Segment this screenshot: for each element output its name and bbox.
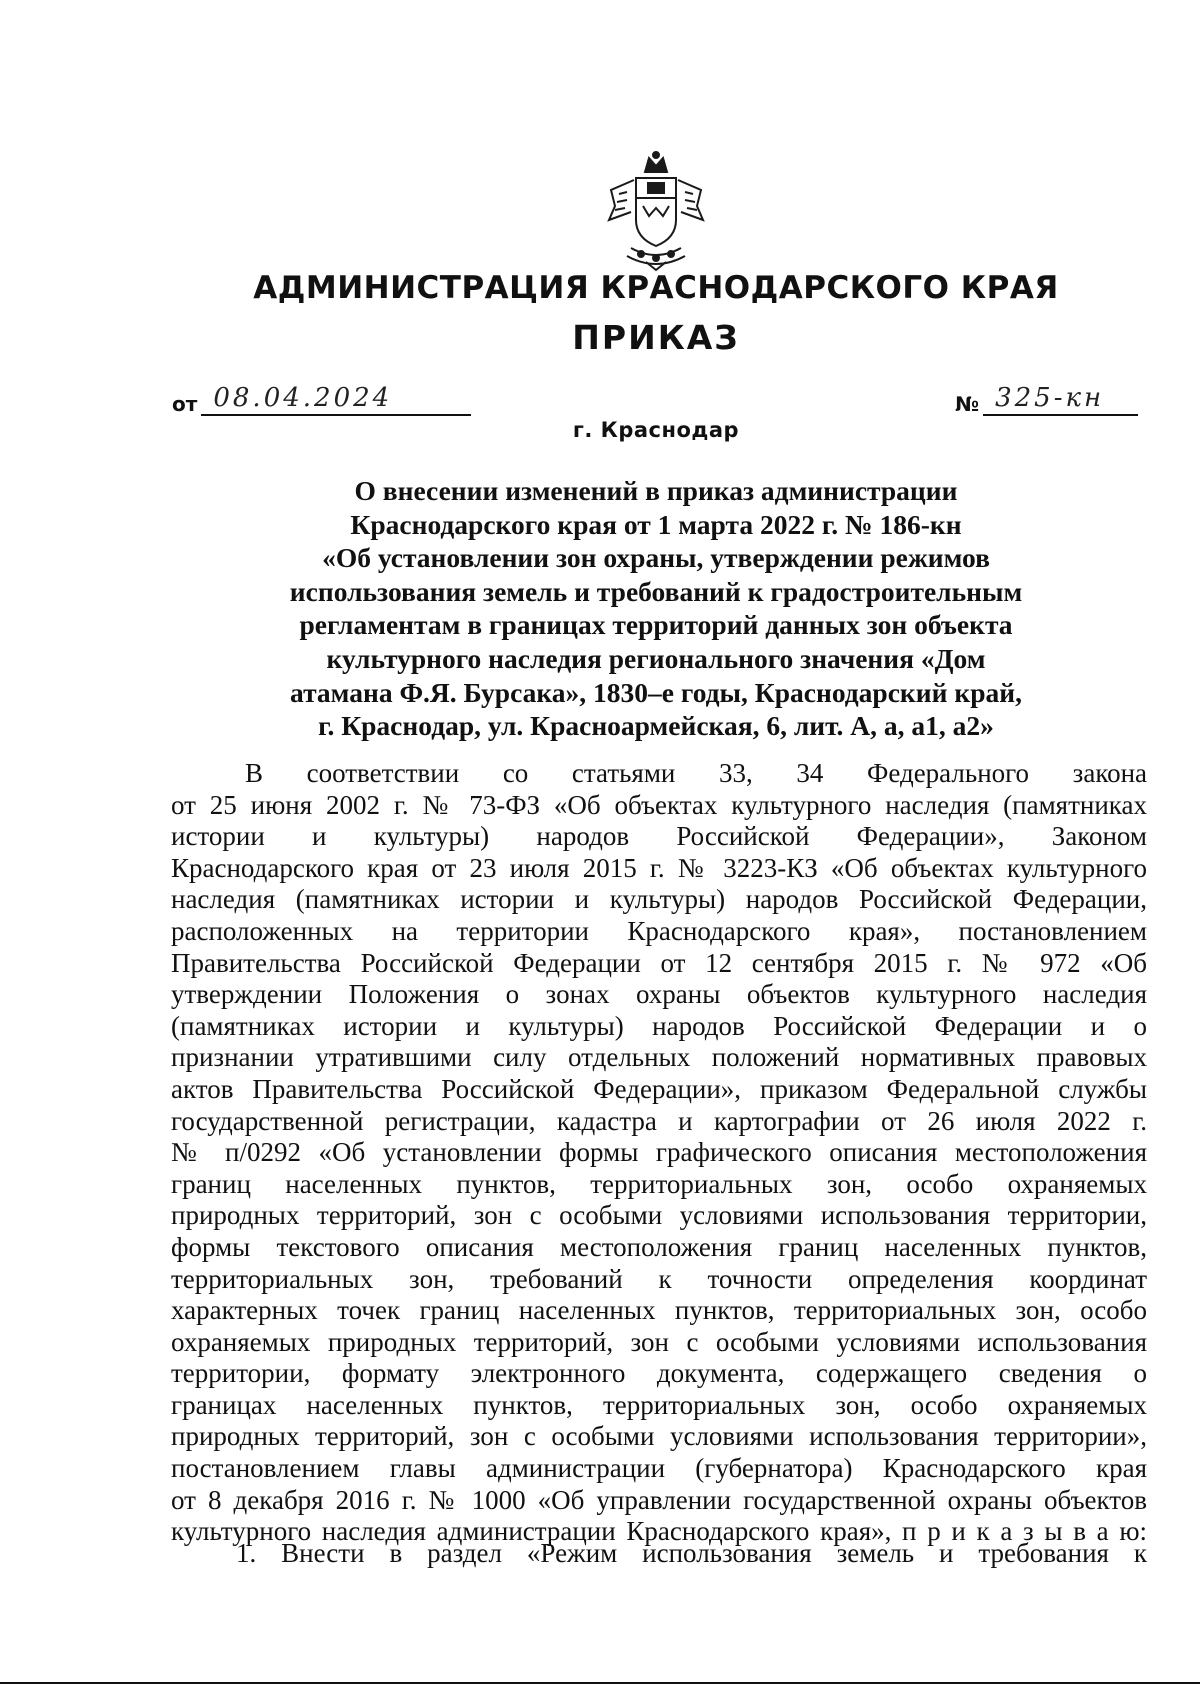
subject-line: культурного наследия регионального значения «Дом bbox=[326, 642, 986, 674]
subject-line: использования земель и требований к градостроительным bbox=[289, 575, 1023, 607]
body-line: границ населенных пунктов, территориальных зон, особо охраняемых bbox=[171, 1168, 1147, 1199]
body-line: истории и культуры) народов Российской Федерации», Законом bbox=[171, 821, 1147, 852]
body-line: от 25 июня 2002 г. № 73-ФЗ «Об объектах культурного наследия (памятниках bbox=[171, 789, 1147, 820]
body-line: характерных точек границ населенных пунктов, территориальных зон, особо bbox=[171, 1295, 1147, 1326]
subject-line: г. Краснодар, ул. Красноармейская, 6, лит. А, а, а1, а2» bbox=[318, 710, 994, 742]
bottom-divider bbox=[0, 1682, 1200, 1684]
body-line: территории, формату электронного документа, содержащего сведения о bbox=[171, 1358, 1147, 1389]
body-line: актов Правительства Российской Федерации», приказом Федеральной службы bbox=[171, 1073, 1147, 1104]
number-underline bbox=[983, 383, 1138, 416]
date-underline bbox=[201, 383, 471, 416]
coat-of-arms-icon bbox=[601, 150, 711, 275]
body-line: государственной регистрации, кадастра и картографии от 26 июля 2022 г. bbox=[171, 1105, 1147, 1136]
number-field bbox=[955, 383, 1138, 416]
body-line: (памятниках истории и культуры) народов Российской Федерации и о bbox=[171, 1010, 1147, 1041]
body-line: формы текстового описания местоположения границ населенных пунктов, bbox=[171, 1231, 1147, 1262]
subject-line: «Об установлении зон охраны, утверждении режимов bbox=[322, 542, 990, 574]
body-line: признании утратившими силу отдельных положений нормативных правовых bbox=[171, 1042, 1147, 1073]
body-line: расположенных на территории Краснодарского края», постановлением bbox=[171, 915, 1147, 946]
body-line: В соответствии со статьями 33, 34 Федерального закона bbox=[245, 758, 1147, 788]
body-line: территориальных зон, требований к точности определения координат bbox=[171, 1263, 1147, 1294]
body-line: № п/0292 «Об установлении формы графического описания местоположения bbox=[171, 1137, 1147, 1168]
order-item-1: 1. Внести в раздел «Режим использования земель и требования к bbox=[236, 1538, 1147, 1568]
handwritten-number: 325-кн bbox=[995, 383, 1105, 413]
subject-line: О внесении изменений в приказ администрации bbox=[354, 475, 958, 506]
body-line: от 8 декабря 2016 г. № 1000 «Об управлении государственной охраны объектов bbox=[171, 1484, 1147, 1515]
body-line: постановлением главы администрации (губернатора) Краснодарского края bbox=[171, 1453, 1147, 1484]
subject-line: атамана Ф.Я. Бурсака», 1830–е годы, Краснодарский край, bbox=[290, 676, 1022, 708]
body-line: утверждении Положения о зонах охраны объектов культурного наследия bbox=[171, 979, 1147, 1010]
order-subject bbox=[250, 474, 1062, 743]
body-line: природных территорий, зон с особыми условиями использования территории», bbox=[171, 1421, 1147, 1452]
document-type: ПРИКАЗ bbox=[572, 318, 740, 357]
body-line: охраняемых природных территорий, зон с особыми условиями использования bbox=[171, 1326, 1147, 1357]
body-line: наследия (памятниках истории и культуры) народов Российской Федерации, bbox=[171, 884, 1147, 915]
body-line: культурного наследия администрации Краснодарского края», п р и к а з ы в а ю: bbox=[171, 1516, 1147, 1547]
date-prefix: от bbox=[172, 392, 198, 416]
preamble-paragraph bbox=[171, 758, 1147, 1548]
body-line: природных территорий, зон с особыми условиями использования территории, bbox=[171, 1200, 1147, 1231]
body-line: Краснодарского края от 23 июля 2015 г. № 3223-КЗ «Об объектах культурного bbox=[171, 852, 1147, 883]
number-prefix: № bbox=[955, 392, 980, 416]
body-line: Правительства Российской Федерации от 12 сентября 2015 г. № 972 «Об bbox=[171, 947, 1147, 978]
handwritten-date: 08.04.2024 bbox=[213, 383, 393, 413]
city-line: г. Краснодар bbox=[572, 418, 740, 442]
subject-line: Краснодарского края от 1 марта 2022 г. № 186-кн bbox=[350, 508, 962, 540]
subject-line: регламентам в границах территорий данных зон объекта bbox=[299, 609, 1013, 641]
date-field bbox=[172, 383, 471, 416]
body-line: границах населенных пунктов, территориальных зон, особо охраняемых bbox=[171, 1389, 1147, 1420]
organization-title: АДМИНИСТРАЦИЯ КРАСНОДАРСКОГО КРАЯ bbox=[253, 270, 1059, 306]
